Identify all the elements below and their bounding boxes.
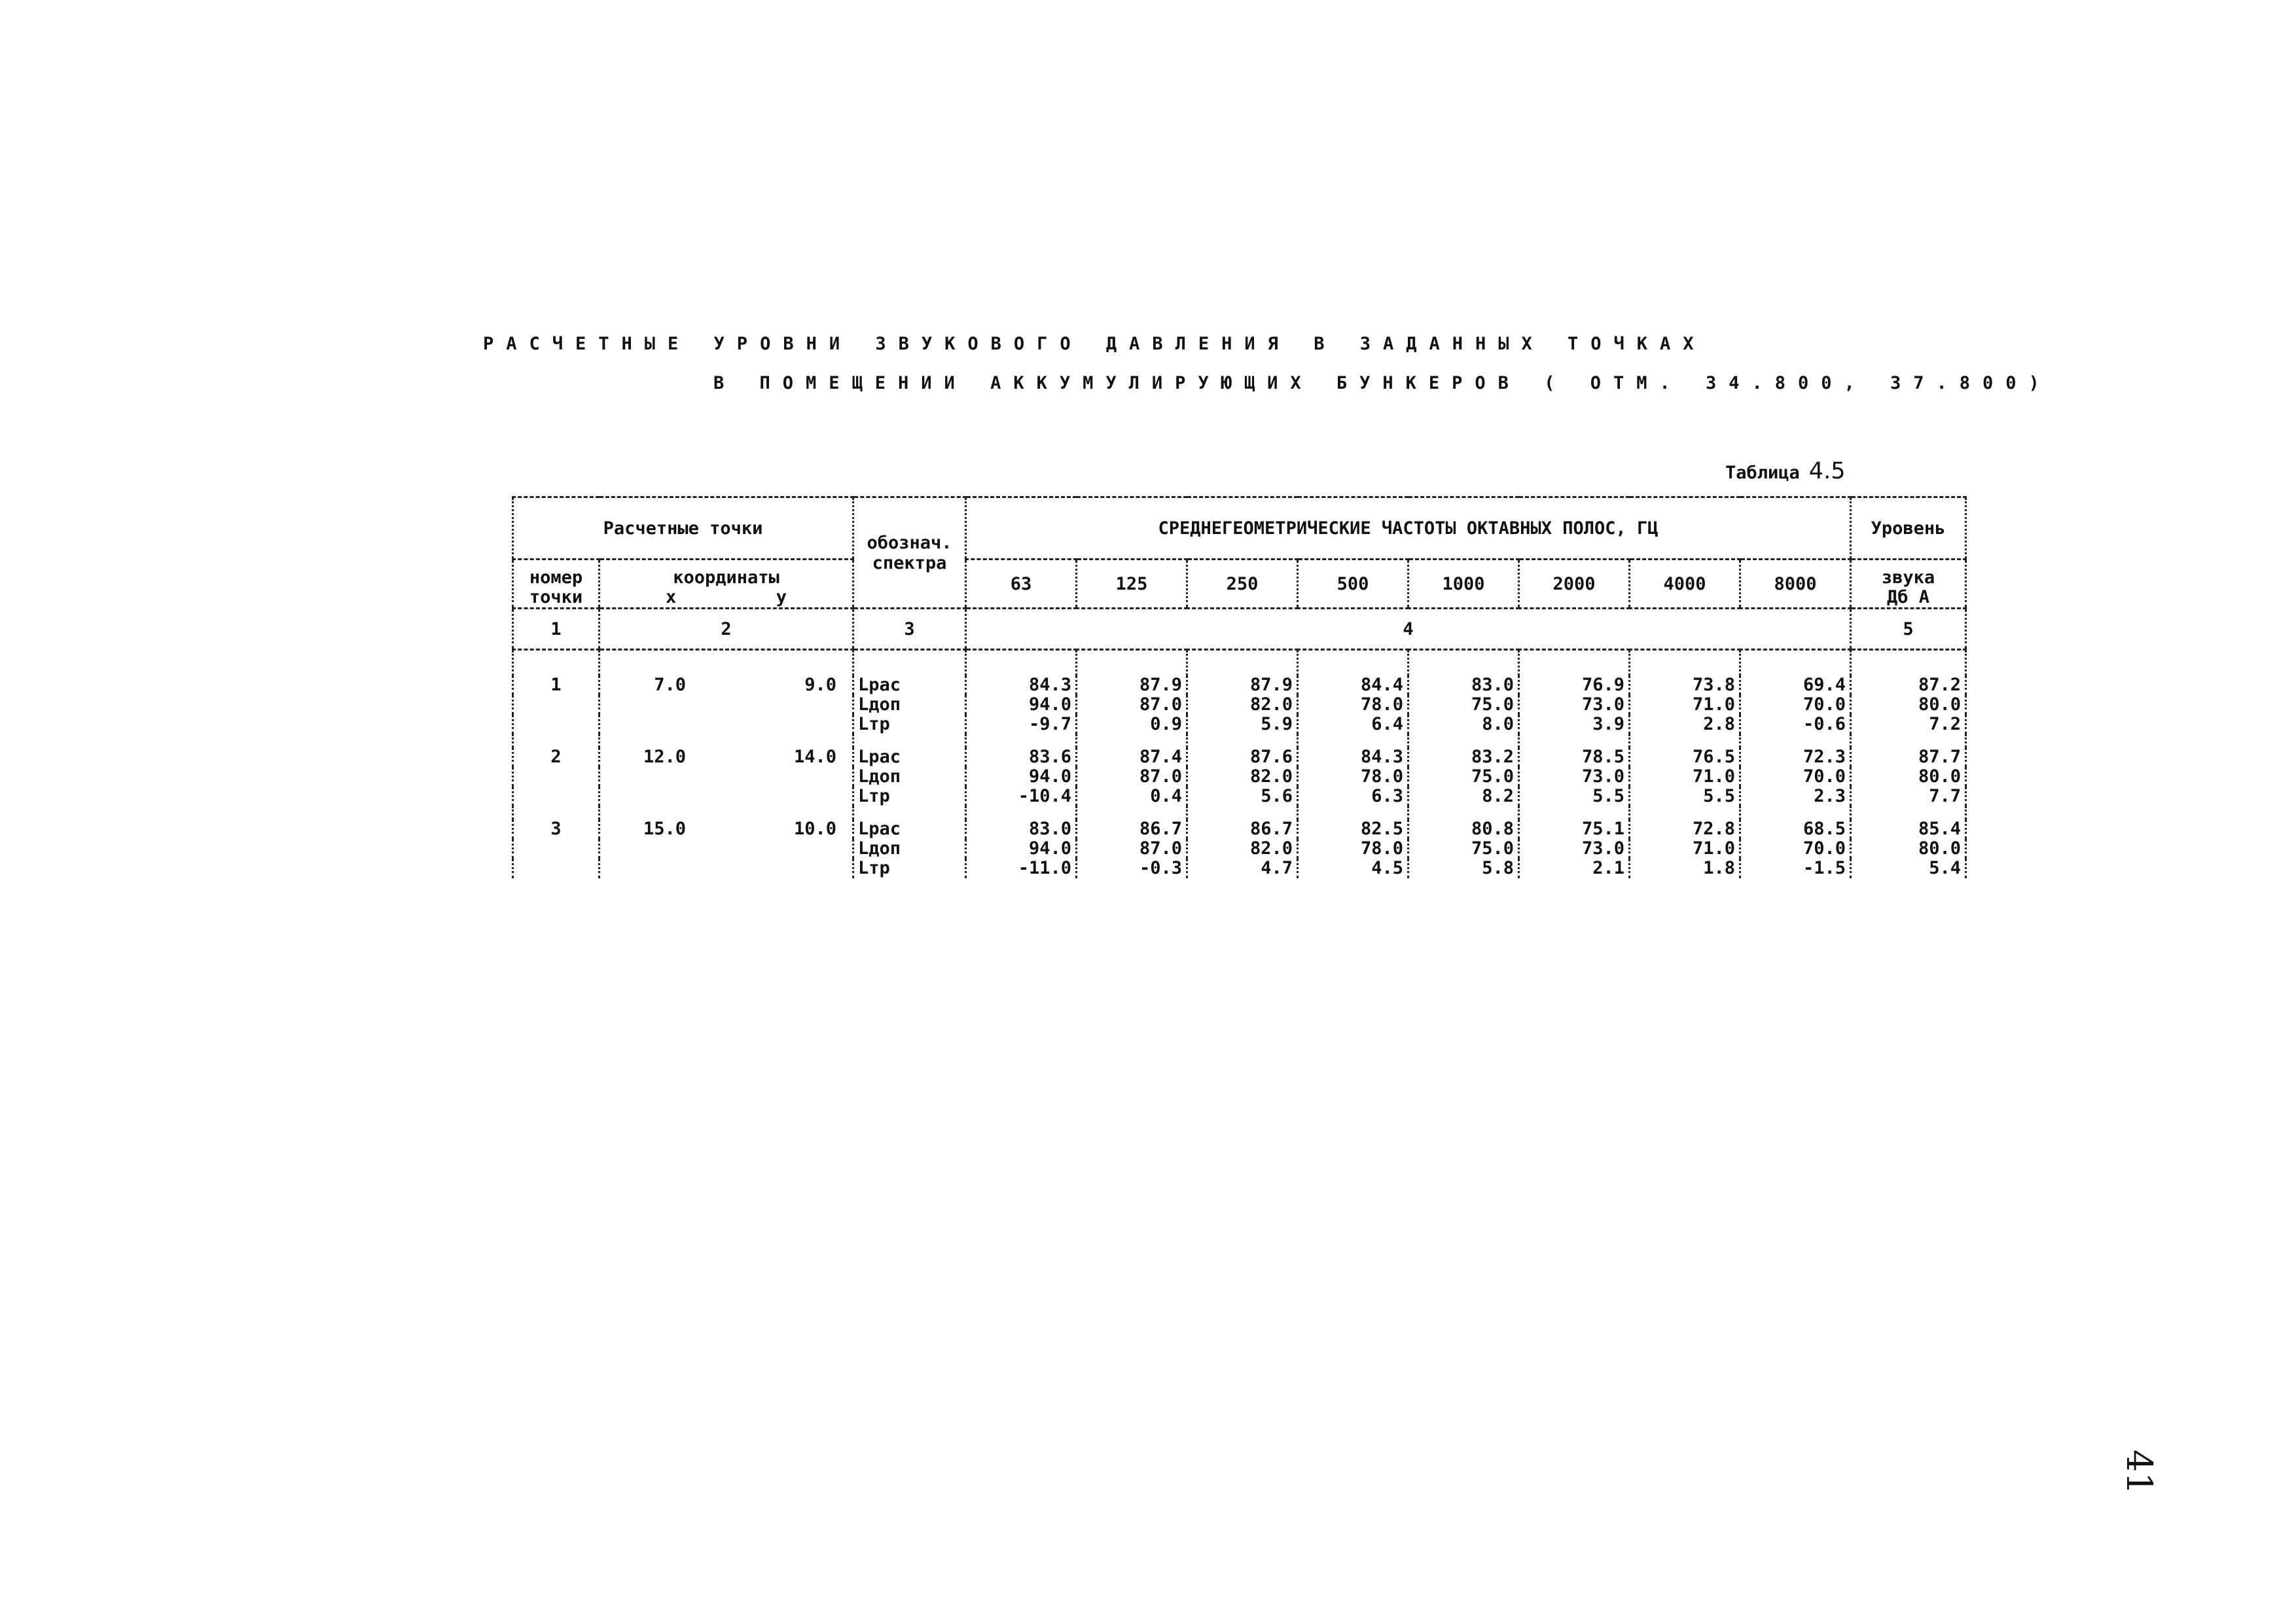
- table-number: 4.5: [1808, 458, 1846, 484]
- spectrum-label: Lpac: [853, 675, 966, 695]
- freq-header-250: 250: [1187, 560, 1298, 609]
- point-y: 10.0: [793, 819, 836, 839]
- table-row: [513, 787, 1966, 806]
- value-cell: -0.6: [1740, 715, 1851, 734]
- value-cell: 73.0: [1519, 767, 1630, 787]
- level-header-line2: звука: [1881, 567, 1935, 588]
- spectrum-label: Lтр: [853, 787, 966, 806]
- value-cell: 5.5: [1519, 787, 1630, 806]
- value-cell: 2.3: [1740, 787, 1851, 806]
- value-cell: 71.0: [1630, 695, 1740, 715]
- value-cell: 71.0: [1630, 839, 1740, 859]
- value-cell: 0.4: [1077, 787, 1187, 806]
- spacer-row: [513, 650, 1966, 676]
- column-number-4: 4: [966, 609, 1851, 650]
- value-cell: 83.0: [1408, 675, 1519, 695]
- value-cell: 5.9: [1187, 715, 1298, 734]
- value-cell: 70.0: [1740, 695, 1851, 715]
- value-cell: 87.0: [1077, 695, 1187, 715]
- value-cell: 73.0: [1519, 695, 1630, 715]
- freq-header-4000: 4000: [1630, 560, 1740, 609]
- point-x: 12.0: [643, 747, 686, 767]
- level-cell: 7.7: [1851, 787, 1966, 806]
- freq-header-125: 125: [1077, 560, 1187, 609]
- value-cell: 6.3: [1298, 787, 1408, 806]
- value-cell: -0.3: [1077, 859, 1187, 878]
- table-row: [513, 675, 1966, 695]
- value-cell: 94.0: [966, 695, 1077, 715]
- value-cell: 2.1: [1519, 859, 1630, 878]
- value-cell: 78.0: [1298, 695, 1408, 715]
- table-row: [513, 695, 1966, 715]
- level-cell: 5.4: [1851, 859, 1966, 878]
- value-cell: 5.5: [1630, 787, 1740, 806]
- designation-header-line2: спектра: [872, 552, 947, 573]
- point-number-header: [513, 560, 600, 609]
- value-cell: 78.0: [1298, 839, 1408, 859]
- value-cell: 84.4: [1298, 675, 1408, 695]
- value-cell: 82.0: [1187, 767, 1298, 787]
- spectrum-label: Lдоп: [853, 839, 966, 859]
- value-cell: 73.8: [1630, 675, 1740, 695]
- point-3-group: [513, 806, 1966, 878]
- value-cell: 2.8: [1630, 715, 1740, 734]
- level-header-line1: Уровень: [1851, 497, 1966, 560]
- freq-header-2000: 2000: [1519, 560, 1630, 609]
- value-cell: 68.5: [1740, 819, 1851, 839]
- document-title-line2: В ПОМЕЩЕНИИ АККУМУЛИРУЮЩИХ БУНКЕРОВ ( ОТМ. 34.800, 37.800): [713, 373, 2052, 393]
- spacer-row: [513, 734, 1966, 747]
- spectrum-label: Lтр: [853, 715, 966, 734]
- value-cell: 87.6: [1187, 747, 1298, 767]
- spectrum-label: Lpac: [853, 747, 966, 767]
- value-cell: 76.9: [1519, 675, 1630, 695]
- value-cell: -10.4: [966, 787, 1077, 806]
- value-cell: 82.5: [1298, 819, 1408, 839]
- value-cell: 72.8: [1630, 819, 1740, 839]
- designation-header-line1: обознач.: [867, 532, 952, 553]
- value-cell: 5.6: [1187, 787, 1298, 806]
- value-cell: 84.3: [1298, 747, 1408, 767]
- spectrum-label: Lдоп: [853, 695, 966, 715]
- value-cell: 94.0: [966, 767, 1077, 787]
- table-row: [513, 839, 1966, 859]
- level-cell: 80.0: [1851, 695, 1966, 715]
- value-cell: 87.4: [1077, 747, 1187, 767]
- value-cell: 4.5: [1298, 859, 1408, 878]
- value-cell: 87.0: [1077, 839, 1187, 859]
- point-1-group: [513, 650, 1966, 735]
- table-caption: [1725, 458, 1845, 484]
- column-number-3: 3: [853, 609, 966, 650]
- coord-x-header: x: [665, 587, 677, 607]
- point-2-group: [513, 734, 1966, 806]
- value-cell: 1.8: [1630, 859, 1740, 878]
- value-cell: 8.2: [1408, 787, 1519, 806]
- value-cell: 69.4: [1740, 675, 1851, 695]
- value-cell: 78.5: [1519, 747, 1630, 767]
- freq-header-1000: 1000: [1408, 560, 1519, 609]
- value-cell: 70.0: [1740, 767, 1851, 787]
- value-cell: 83.2: [1408, 747, 1519, 767]
- table-row: [513, 859, 1966, 878]
- value-cell: 83.0: [966, 819, 1077, 839]
- column-number-row: [513, 609, 1966, 650]
- value-cell: 83.6: [966, 747, 1077, 767]
- coords-header: [600, 560, 853, 609]
- document-title-line1: РАСЧЕТНЫЕ УРОВНИ ЗВУКОВОГО ДАВЛЕНИЯ В ЗАДАННЫХ ТОЧКАХ: [483, 334, 1706, 354]
- table-row: [513, 747, 1966, 767]
- point-y: 9.0: [804, 675, 836, 695]
- point-x: 15.0: [643, 819, 686, 839]
- level-cell: 87.2: [1851, 675, 1966, 695]
- value-cell: 80.8: [1408, 819, 1519, 839]
- value-cell: 6.4: [1298, 715, 1408, 734]
- value-cell: 78.0: [1298, 767, 1408, 787]
- header-row-top: [513, 497, 1966, 560]
- coords-header-label: координаты: [673, 567, 780, 588]
- value-cell: 76.5: [1630, 747, 1740, 767]
- coord-y-header: y: [776, 587, 787, 607]
- point-number-header-line1: номер: [529, 567, 583, 588]
- table-row: [513, 715, 1966, 734]
- value-cell: 75.0: [1408, 839, 1519, 859]
- value-cell: 73.0: [1519, 839, 1630, 859]
- level-cell: 80.0: [1851, 767, 1966, 787]
- freq-header-8000: 8000: [1740, 560, 1851, 609]
- value-cell: 71.0: [1630, 767, 1740, 787]
- frequencies-header: СРЕДНЕГЕОМЕТРИЧЕСКИЕ ЧАСТОТЫ ОКТАВНЫХ ПОЛОС, ГЦ: [966, 497, 1851, 560]
- value-cell: 5.8: [1408, 859, 1519, 878]
- level-cell: 85.4: [1851, 819, 1966, 839]
- freq-header-63: 63: [966, 560, 1077, 609]
- column-number-1: 1: [513, 609, 600, 650]
- table-row: [513, 767, 1966, 787]
- value-cell: 87.0: [1077, 767, 1187, 787]
- point-number: 3: [513, 819, 600, 839]
- value-cell: 75.0: [1408, 767, 1519, 787]
- point-number-header-line2: точки: [529, 587, 583, 607]
- point-y: 14.0: [793, 747, 836, 767]
- value-cell: 94.0: [966, 839, 1077, 859]
- value-cell: -9.7: [966, 715, 1077, 734]
- level-header-line3: Дб А: [1887, 587, 1930, 607]
- point-coords: [600, 819, 853, 839]
- column-number-5: 5: [1851, 609, 1966, 650]
- value-cell: 70.0: [1740, 839, 1851, 859]
- point-number: 2: [513, 747, 600, 767]
- value-cell: 72.3: [1740, 747, 1851, 767]
- level-cell: 80.0: [1851, 839, 1966, 859]
- level-cell: 87.7: [1851, 747, 1966, 767]
- point-x: 7.0: [654, 675, 686, 695]
- value-cell: 8.0: [1408, 715, 1519, 734]
- point-coords: [600, 747, 853, 767]
- value-cell: 3.9: [1519, 715, 1630, 734]
- point-number: 1: [513, 675, 600, 695]
- spectrum-label: Lpac: [853, 819, 966, 839]
- spacer-row: [513, 806, 1966, 819]
- value-cell: 84.3: [966, 675, 1077, 695]
- sound-level-table: [512, 496, 1967, 878]
- value-cell: -1.5: [1740, 859, 1851, 878]
- value-cell: 86.7: [1077, 819, 1187, 839]
- freq-header-500: 500: [1298, 560, 1408, 609]
- table-row: [513, 819, 1966, 839]
- level-cell: 7.2: [1851, 715, 1966, 734]
- value-cell: 87.9: [1187, 675, 1298, 695]
- spectrum-label: Lдоп: [853, 767, 966, 787]
- value-cell: 82.0: [1187, 695, 1298, 715]
- table-label: Таблица: [1725, 463, 1800, 483]
- point-coords: [600, 675, 853, 695]
- page-number: 41: [2119, 1450, 2160, 1495]
- value-cell: 87.9: [1077, 675, 1187, 695]
- value-cell: 75.0: [1408, 695, 1519, 715]
- level-header-lines: [1851, 560, 1966, 609]
- value-cell: 4.7: [1187, 859, 1298, 878]
- calc-points-header: Расчетные точки: [513, 497, 853, 560]
- value-cell: -11.0: [966, 859, 1077, 878]
- value-cell: 75.1: [1519, 819, 1630, 839]
- value-cell: 0.9: [1077, 715, 1187, 734]
- value-cell: 86.7: [1187, 819, 1298, 839]
- header-row-mid: [513, 560, 1966, 609]
- column-number-2: 2: [600, 609, 853, 650]
- value-cell: 82.0: [1187, 839, 1298, 859]
- designation-header: [853, 497, 966, 609]
- coords-header-xy: [604, 588, 848, 607]
- spectrum-label: Lтр: [853, 859, 966, 878]
